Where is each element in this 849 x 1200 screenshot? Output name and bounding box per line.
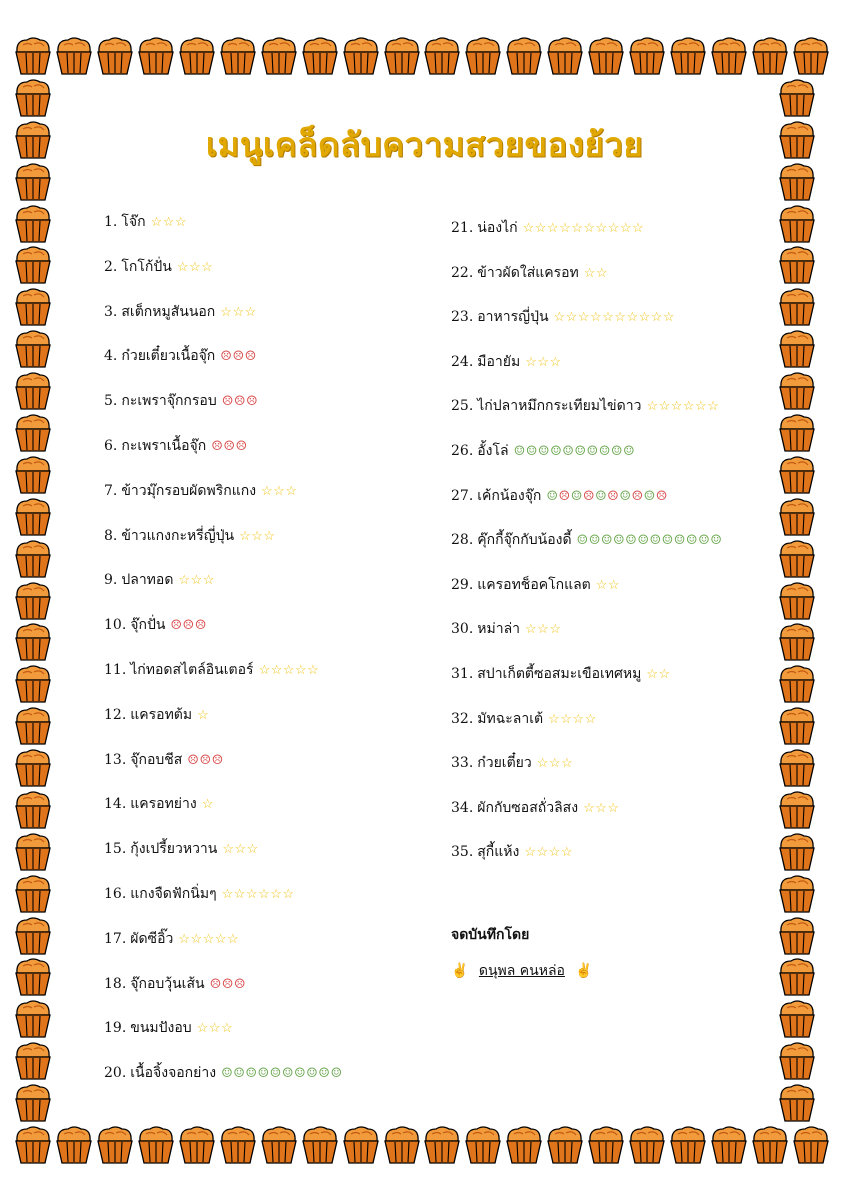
rating-icons: ☆☆☆ [525,622,562,638]
menu-item-number: 29. [451,576,474,593]
menu-item [451,396,719,417]
menu-item-number: 22. [451,264,474,281]
muffin-icon [14,1125,52,1165]
muffin-icon [383,1125,421,1165]
muffin-icon [14,832,52,872]
rating-icons: ☆☆ [583,265,609,281]
menu-item-number: 6. [104,438,118,454]
menu-item-name: เนื้อจิ้งจอกย่าง [130,1065,217,1082]
rating-icons: ☆☆☆☆☆☆ [221,887,295,902]
menu-item [451,709,597,730]
muffin-icon [14,539,52,579]
menu-item [451,307,675,328]
menu-item [104,570,215,591]
muffin-icon [14,245,52,285]
menu-item-number: 4. [104,348,118,365]
muffin-icon [14,371,52,411]
muffin-icon [710,36,748,76]
muffin-icon [778,916,816,956]
muffin-icon [505,36,543,76]
signature-name: ดนุพล คนหล่อ [478,963,565,979]
muffin-icon [546,36,584,76]
muffin-icon [137,36,175,76]
menu-item-number: 27. [451,487,474,504]
muffin-icon [778,832,816,872]
muffin-icon [14,748,52,788]
menu-item-number: 17. [104,930,127,947]
menu-item-name: ข้าวมุ๊กรอบผัดพริกแกง [121,482,257,499]
menu-item-number: 21. [451,220,474,236]
muffin-icon [778,790,816,830]
muffin-icon [342,36,380,76]
menu-item-number: 15. [104,841,127,858]
muffin-icon [96,36,134,76]
muffin-icon [587,36,625,76]
muffin-icon [260,36,298,76]
muffin-icon [301,36,339,76]
frown-icon: ☹ [582,488,596,504]
menu-item-number: 34. [451,799,474,816]
menu-item [104,1063,343,1084]
menu-item-name: หม่าล่า [477,621,521,638]
menu-item-name: แครอทช็อคโกแลต [477,576,591,593]
muffin-icon [14,78,52,118]
muffin-icon [464,36,502,76]
muffin-icon [778,874,816,914]
menu-item [451,798,620,819]
rating-icons: ☆☆☆ [536,756,574,772]
frown-icon: ☹ [655,488,668,504]
menu-item-name: ปลาทอด [121,572,174,589]
muffin-icon [14,1041,52,1081]
menu-item [451,842,573,863]
menu-item [451,218,644,239]
victory-hand-icon: ✌ [451,963,469,979]
muffin-icon [14,706,52,746]
rating-icons: ☆☆☆ [150,215,188,230]
muffin-icon [14,36,52,76]
muffin-icon [14,622,52,662]
muffin-icon [96,1125,134,1165]
muffin-icon [137,1125,175,1165]
menu-item-number: 10. [104,617,127,634]
menu-item-name: ข้าวแกงกะหรี่ญี่ปุ่น [121,527,235,544]
menu-item [104,839,259,860]
rating-icons: ☆☆☆☆☆☆☆☆☆☆ [522,221,645,236]
menu-item [104,346,257,367]
muffin-icon [14,916,52,956]
muffin-icon [778,497,816,537]
menu-item [104,884,295,905]
menu-item-number: 33. [451,755,474,772]
muffin-icon [14,957,52,997]
menu-item-number: 7. [104,482,118,499]
menu-item [104,974,246,995]
muffin-icon [14,874,52,914]
rating-icons: ☆☆☆☆☆ [178,931,240,947]
muffin-icon [778,664,816,704]
rating-icons: ☆☆☆☆☆☆☆☆☆☆ [553,310,676,326]
menu-item-name: มัทฉะลาเต้ [477,710,544,727]
menu-item-number: 16. [104,886,127,902]
rating-icons: ☆☆☆ [239,528,276,544]
smiley-icon: ☺ [619,488,632,504]
rating-icons: ☆☆☆ [178,573,215,589]
muffin-icon [546,1125,584,1165]
menu-item-name: จุ๊กอบชีส [130,751,183,768]
rating-icons: ☆☆ [595,577,621,593]
menu-item-number: 19. [104,1020,127,1037]
rating-icons: ☹☹☹ [170,618,207,634]
menu-item-name: ผัดซีอิ๊ว [130,930,174,947]
menu-item [104,615,207,636]
note-heading: จดบันทึกโดย [451,927,530,943]
menu-item-name: จุ๊กปั่น [130,617,166,634]
menu-item [451,664,671,685]
muffin-icon [778,371,816,411]
muffin-icon [669,1125,707,1165]
rating-icons: ☹☹☹ [187,752,224,768]
menu-item [104,436,248,457]
rating-icons: ☆☆☆☆☆☆ [646,399,720,415]
menu-item-name: อาหารญี่ปุ่น [477,309,549,326]
muffin-icon [505,1125,543,1165]
menu-item-name: แครอทต้ม [130,706,193,723]
muffin-icon [751,1125,789,1165]
muffin-icon [14,664,52,704]
menu-item [104,660,319,681]
menu-item-name: ก๋วยเตี๋ยวเนื้อจุ๊ก [121,348,216,365]
muffin-icon [778,1083,816,1123]
muffin-icon [778,287,816,327]
rating-icons: ☆ [197,707,210,723]
rating-icons: ☆☆☆ [261,483,298,499]
rating-icons: ☹☹☹ [220,349,257,365]
muffin-icon [778,622,816,662]
menu-item-name: กะเพราเนื้อจุ๊ก [121,438,207,454]
menu-item-number: 32. [451,710,474,727]
rating-icons: ☹☹☹ [211,439,248,454]
muffin-icon [55,36,93,76]
frown-icon: ☹ [631,488,644,504]
muffin-icon [778,455,816,495]
menu-item-number: 26. [451,443,474,459]
rating-icons: ☺☺☺☺☺☺☺☺☺☺ [513,444,636,459]
menu-item-name: แครอทย่าง [130,796,197,813]
muffin-icon [14,790,52,830]
rating-icons: ☆ [201,797,214,813]
muffin-icon [423,1125,461,1165]
muffin-icon [219,1125,257,1165]
rating-icons: ☺☺☺☺☺☺☺☺☺☺☺☺ [576,533,723,549]
menu-item-name: ไก่ปลาหมึกกระเทียมไข่ดาว [477,398,642,415]
rating-icons: ☆☆☆☆ [548,711,597,727]
muffin-icon [778,581,816,621]
menu-item-name: ก๋วยเตี๋ยว [477,755,532,772]
muffin-icon [669,36,707,76]
smiley-icon: ☺ [570,488,583,504]
muffin-icon [792,1125,830,1165]
menu-item [451,486,668,507]
menu-item-name: มือายัม [477,353,521,370]
menu-item [104,212,187,233]
menu-item-name: ผักกับซอสถั่วลิสง [477,799,579,816]
menu-item-name: โกโก้ปั่น [121,258,172,275]
menu-item-number: 11. [104,662,127,678]
menu-item-number: 28. [451,532,474,549]
menu-item [451,575,620,596]
menu-item-number: 2. [104,258,118,275]
rating-icons: ☹☹☹ [209,976,247,992]
rating-icons: ☆☆☆ [196,1021,234,1037]
menu-item [451,530,722,551]
rating-icons: ☆☆☆ [220,304,257,320]
smiley-icon: ☺ [546,488,559,504]
rating-icons: ☆☆☆ [222,842,259,858]
menu-item-number: 20. [104,1065,127,1082]
menu-item-name: แกงจืดฟักนิ่มๆ [130,886,217,902]
muffin-icon [55,1125,93,1165]
muffin-icon [778,1041,816,1081]
menu-item-number: 8. [104,527,118,544]
frown-icon: ☹ [607,488,620,504]
muffin-icon [778,413,816,453]
menu-item [451,441,635,462]
menu-item-name: ไก่ทอดสไตล์อินเตอร์ [130,662,254,678]
menu-item-number: 3. [104,303,118,320]
menu-item-number: 12. [104,706,127,723]
muffin-icon [778,245,816,285]
muffin-icon [14,455,52,495]
menu-item [104,929,239,950]
victory-hand-icon: ✌ [575,963,593,979]
menu-item-name: ข้าวผัดใส่แครอท [477,264,579,281]
menu-item [104,257,213,278]
muffin-icon [14,581,52,621]
rating-icons: ☆☆☆☆☆ [258,663,320,678]
menu-item-name: กุ้งเปรี้ยวหวาน [130,841,218,858]
menu-item-name: โจ๊ก [121,214,146,230]
muffin-icon [628,36,666,76]
menu-item [451,753,573,774]
menu-item-number: 13. [104,751,127,768]
smiley-icon: ☺ [643,488,656,504]
muffin-icon [778,706,816,746]
muffin-icon [301,1125,339,1165]
menu-item-name: ขนมปังอบ [130,1020,192,1037]
menu-item [104,705,209,726]
menu-item [451,263,608,284]
menu-item [104,750,224,771]
muffin-icon [14,497,52,537]
menu-item-number: 24. [451,353,474,370]
muffin-icon [778,204,816,244]
menu-item-name: น่องไก่ [477,220,518,236]
rating-icons: ☹☹☹ [221,394,259,410]
menu-item-number: 18. [104,975,127,992]
menu-item-name: เค้กน้องจุ๊ก [477,487,542,504]
muffin-icon [178,36,216,76]
menu-item-number: 31. [451,666,474,682]
menu-item [104,302,257,323]
rating-icons: ☺☺☺☺☺☺☺☺☺☺ [221,1066,343,1082]
rating-icons: ☆☆☆ [525,354,562,370]
muffin-icon [14,287,52,327]
menu-item-name: สุกี้แห้ง [477,844,520,861]
menu-item [104,794,214,815]
menu-item [104,481,298,502]
menu-item-number: 25. [451,398,474,415]
rating-icons: ☆☆☆ [583,800,620,816]
rating-icons: ☆☆☆ [176,259,214,275]
muffin-icon [792,36,830,76]
menu-item-number: 5. [104,393,118,410]
signature [451,960,593,982]
menu-item-number: 9. [104,572,118,589]
menu-item-name: คุ๊กกี้จุ๊กกับน้องดี้ [477,532,572,549]
muffin-icon [778,748,816,788]
muffin-icon [260,1125,298,1165]
menu-item-name: กะเพราจุ๊กกรอบ [121,393,217,410]
muffin-icon [464,1125,502,1165]
menu-item-number: 35. [451,844,474,861]
menu-item-number: 14. [104,796,127,813]
menu-item [104,526,276,547]
menu-item-number: 30. [451,621,474,638]
muffin-icon [14,999,52,1039]
menu-item-name: สปาเก็ตตี้ซอสมะเขือเทศหมู [477,666,642,682]
muffin-icon [710,1125,748,1165]
muffin-icon [751,36,789,76]
menu-item [451,352,562,373]
rating-icons: ☆☆☆☆ [524,845,573,861]
muffin-icon [778,957,816,997]
muffin-icon [628,1125,666,1165]
muffin-icon [178,1125,216,1165]
muffin-icon [342,1125,380,1165]
menu-item-number: 1. [104,214,118,230]
muffin-icon [383,36,421,76]
smiley-icon: ☺ [595,488,608,504]
menu-item [104,391,258,412]
rating-icons [546,489,668,504]
frown-icon: ☹ [558,488,571,504]
menu-item-name: อั้งโล่ [477,443,509,459]
muffin-icon [14,204,52,244]
muffin-icon [14,413,52,453]
menu-item-name: จุ๊กอบวุ้นเส้น [130,975,205,992]
muffin-icon [14,1083,52,1123]
menu-item-name: สเต็กหมูสันนอก [121,303,216,320]
muffin-icon [423,36,461,76]
muffin-icon [778,999,816,1039]
page-title: เมนูเคล็ดลับความสวยของย้วย [205,125,644,164]
muffin-icon [14,329,52,369]
muffin-icon [587,1125,625,1165]
muffin-icon [219,36,257,76]
rating-icons: ☆☆ [646,667,671,682]
menu-item [104,1018,233,1039]
menu-item [451,619,562,640]
muffin-icon [778,329,816,369]
menu-item-number: 23. [451,309,474,326]
muffin-icon [778,539,816,579]
muffin-icon [778,78,816,118]
